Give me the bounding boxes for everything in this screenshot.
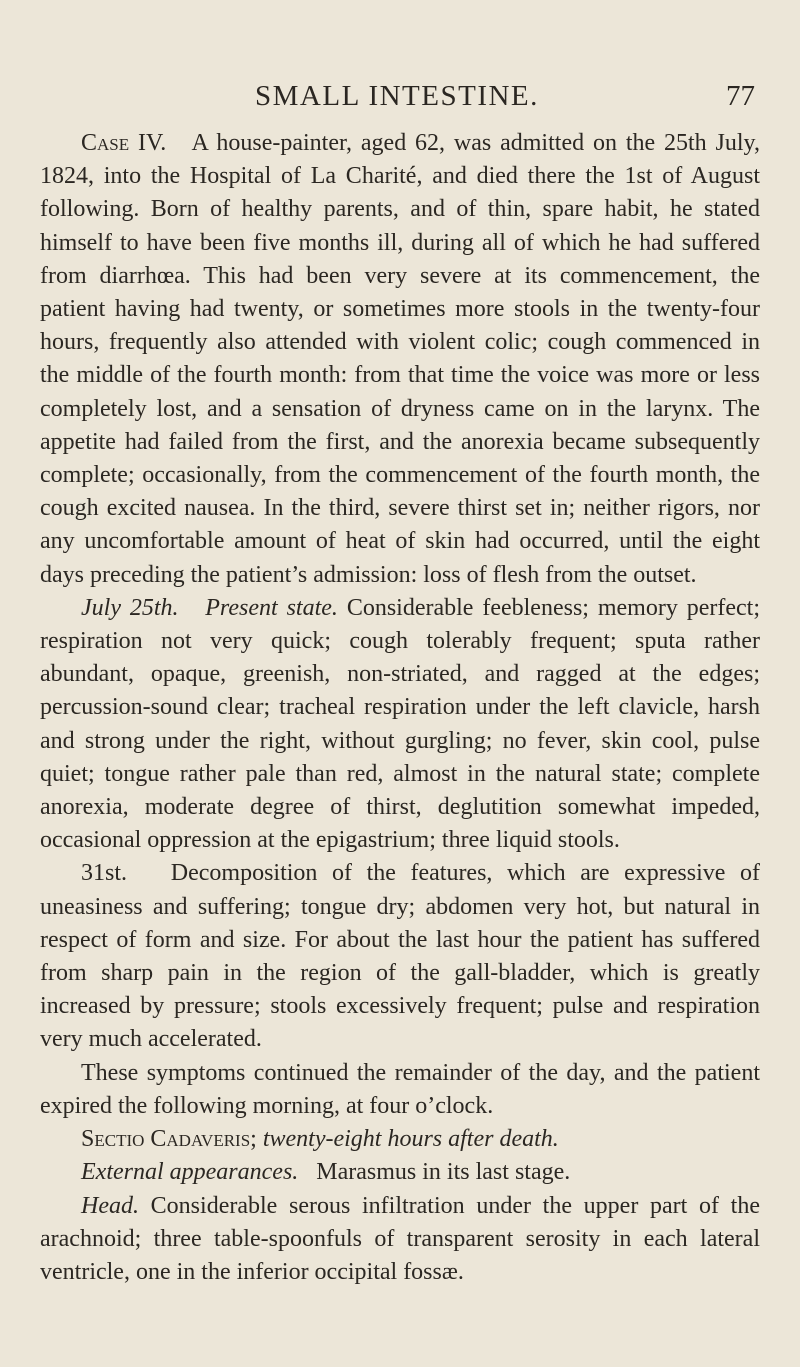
decomposition-text: Decomposition of the features, which are expressive of uneasiness and suffering; tongue dry; abdomen very hot, but natural in respect of form and size. For about the last hour the patient has suffered from sharp pain in the region of the gall-bladder, which is greatly increased by pressure; stools excessively frequent; pulse and respiration very much accelerated. [40,860,760,1053]
sectio-cadaveris-label: Sectio Cadaveris; [81,1126,257,1153]
sectio-cadaveris-text: twenty-eight hours after death. [262,1126,559,1153]
paragraph-external-appearances [40,1156,760,1189]
head-text: Considerable serous infiltration under the upper part of the arachnoid; three table-spoonfuls of transparent serosity in each lateral ventricle, one in the inferior occipital fossæ. [40,1192,760,1285]
external-appearances-label: External appearances. [81,1159,299,1186]
date-label: July 25th. [81,594,179,621]
page-header [0,76,800,116]
external-appearances-text: Marasmus in its last stage. [316,1159,571,1186]
head-label: Head. [81,1192,139,1219]
paragraph-case-history [40,127,760,592]
paragraph-sectio-cadaveris [40,1123,760,1156]
paragraph-death [40,1057,760,1123]
present-state-text: Considerable feebleness; memory perfect; respiration not very quick; cough tolerably frequent; sputa rather abundant, opaque, greenish, non-striated, and ragged at the edges; percussion-sound clear; tracheal respiration under the left clavicle, harsh and strong under the right, without gurgling; no fever, skin cool, pulse quiet; tongue rather pale than red, almost in the natural state; complete anorexia, moderate degree of thirst, deglutition somewhat impeded, occasional oppression at the epigastrium; three liquid stools. [40,594,761,854]
case-history-text: A house-painter, aged 62, was admitted on the 25th July, 1824, into the Hospital of La Charité, and died there the 1st of August following. Born of healthy parents, and of thin, spare habit, he stated himself to have been five months ill, during all of which he had suffered from diarrhœa. This had been very severe at its commencement, the patient having had twenty, or sometimes more stools in the twenty-four hours, frequently also attended with violent colic; cough commenced in the middle of the fourth month: from that time the voice was more or less completely lost, and a sensation of dryness came on in the larynx. The appetite had failed from the first, and the anorexia became subsequently complete; occasionally, from the commencement of the fourth month, the cough excited nausea. In the third, severe thirst set in; neither rigors, nor any uncomfortable amount of heat of skin had occurred, until the eight days preceding the patient’s admission: loss of flesh from the outset. [40,130,760,588]
present-state-label: Present state. [205,594,338,621]
paragraph-31st [40,857,760,1056]
paragraph-present-state [40,592,760,858]
date-label-31st: 31st. [81,860,128,887]
paragraph-head [40,1190,760,1290]
body-text [40,127,760,1289]
running-title: SMALL INTESTINE. [255,80,539,112]
death-text: These symptoms continued the remainder of the day, and the patient expired the following morning, at four o’clock. [40,1059,760,1119]
page-number: 77 [726,80,755,112]
case-label: Case IV. [81,130,167,156]
